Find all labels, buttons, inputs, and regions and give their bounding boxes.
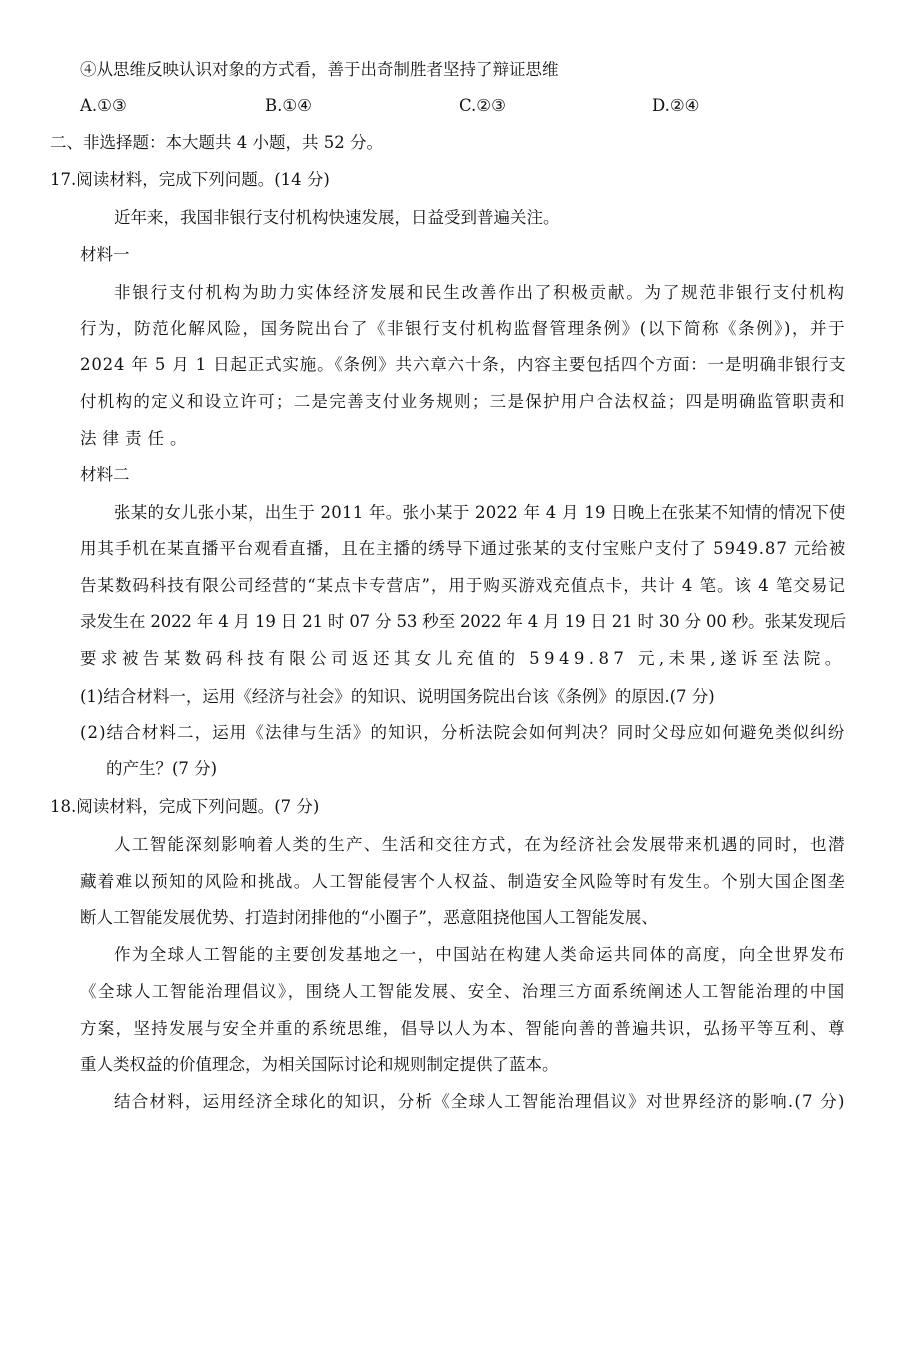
q18-para-1-line: 断人工智能发展优势、打造封闭排他的“小圈子”，恶意阻挠他国人工智能发展、 xyxy=(80,908,658,927)
q18-para-1-line: 藏着难以预知的风险和挑战。人工智能侵害个人权益、制造安全风险等时有发生。个别大国企图垄 xyxy=(80,872,846,891)
material-2-line: 用其手机在某直播平台观看直播，且在主播的绣导下通过张某的支付宝账户支付了 5949.87 元给被 xyxy=(80,539,847,558)
option-a: A.①③ xyxy=(80,96,127,115)
q17-subquestion-1: (1)结合材料一，运用《经济与社会》的知识、说明国务院出台该《条例》的原因.(7 分) xyxy=(80,687,715,706)
q18-para-2-line: 《全球人工智能治理倡议》，围绕人工智能发展、安全、治理三方面系统阐述人工智能治理的中国 xyxy=(80,982,846,1001)
q18-para-2-line: 作为全球人工智能的主要创发基地之一，中国站在构建人类命运共同体的高度，向全世界发布 xyxy=(114,945,846,964)
material-1-line: 行为，防范化解风险，国务院出台了《非银行支付机构监督管理条例》(以下简称《条例》)，并于 xyxy=(80,319,847,338)
option-b: B.①④ xyxy=(265,96,312,115)
material-2-line: 录发生在 2022 年 4 月 19 日 21 时 07 分 53 秒至 2022 年 4 月 19 日 21 时 30 分 00 秒。张某发现后 xyxy=(80,612,847,631)
q16-item-4: ④从思维反映认识对象的方式看，善于出奇制胜者坚持了辩证思维 xyxy=(80,60,559,79)
material-1-line: 法律责任。 xyxy=(80,429,193,448)
q17-stem: 17.阅读材料，完成下列问题。(14 分) xyxy=(50,170,330,189)
q17-subquestion-2-cont: 的产生？(7 分) xyxy=(106,759,218,778)
section-heading: 二、非选择题：本大题共 4 小题，共 52 分。 xyxy=(50,133,383,152)
material-1-line: 2024 年 5 月 1 日起正式实施。《条例》共六章六十条，内容主要包括四个方面：一是明确非银行支 xyxy=(80,355,847,374)
material-2-title: 材料二 xyxy=(80,465,130,484)
material-1-title: 材料一 xyxy=(80,245,130,264)
q18-stem: 18.阅读材料，完成下列问题。(7 分) xyxy=(50,797,320,816)
material-2-line: 张某的女儿张小某，出生于 2011 年。张小某于 2022 年 4 月 19 日晚上在张某不知情的情况下使 xyxy=(114,503,846,522)
material-2-line: 告某数码科技有限公司经营的“某点卡专营店”，用于购买游戏充值点卡，共计 4 笔。该 4 笔交易记 xyxy=(80,576,846,595)
q18-para-2-line: 重人类权益的价值理念，为相关国际讨论和规则制定提供了蓝本。 xyxy=(80,1055,559,1074)
option-d: D.②④ xyxy=(652,96,700,115)
q17-subquestion-2: (2)结合材料二，运用《法律与生活》的知识，分析法院会如何判决？同时父母应如何避免类似纠纷 xyxy=(80,723,846,742)
material-1-line: 付机构的定义和设立许可；二是完善支付业务规则；三是保护用户合法权益；四是明确监管职责和 xyxy=(80,392,846,411)
q18-para-2-line: 方案，坚持发展与安全并重的系统思维，倡导以人为本、智能向善的普遍共识，弘扬平等互利、尊 xyxy=(80,1019,846,1038)
option-c: C.②③ xyxy=(459,96,506,115)
material-2-line: 要求被告某数码科技有限公司返还其女儿充值的 5949.87 元,未果,遂诉至法院。 xyxy=(80,649,846,668)
material-1-line: 非银行支付机构为助力实体经济发展和民生改善作出了积极贡献。为了规范非银行支付机构 xyxy=(114,283,846,302)
q18-para-1-line: 人工智能深刻影响着人类的生产、生活和交往方式，在为经济社会发展带来机遇的同时，也潜 xyxy=(114,835,846,854)
q17-intro: 近年来，我国非银行支付机构快速发展，日益受到普遍关注。 xyxy=(114,208,560,227)
q18-question: 结合材料，运用经济全球化的知识，分析《全球人工智能治理倡议》对世界经济的影响.(7 分) xyxy=(114,1092,846,1111)
